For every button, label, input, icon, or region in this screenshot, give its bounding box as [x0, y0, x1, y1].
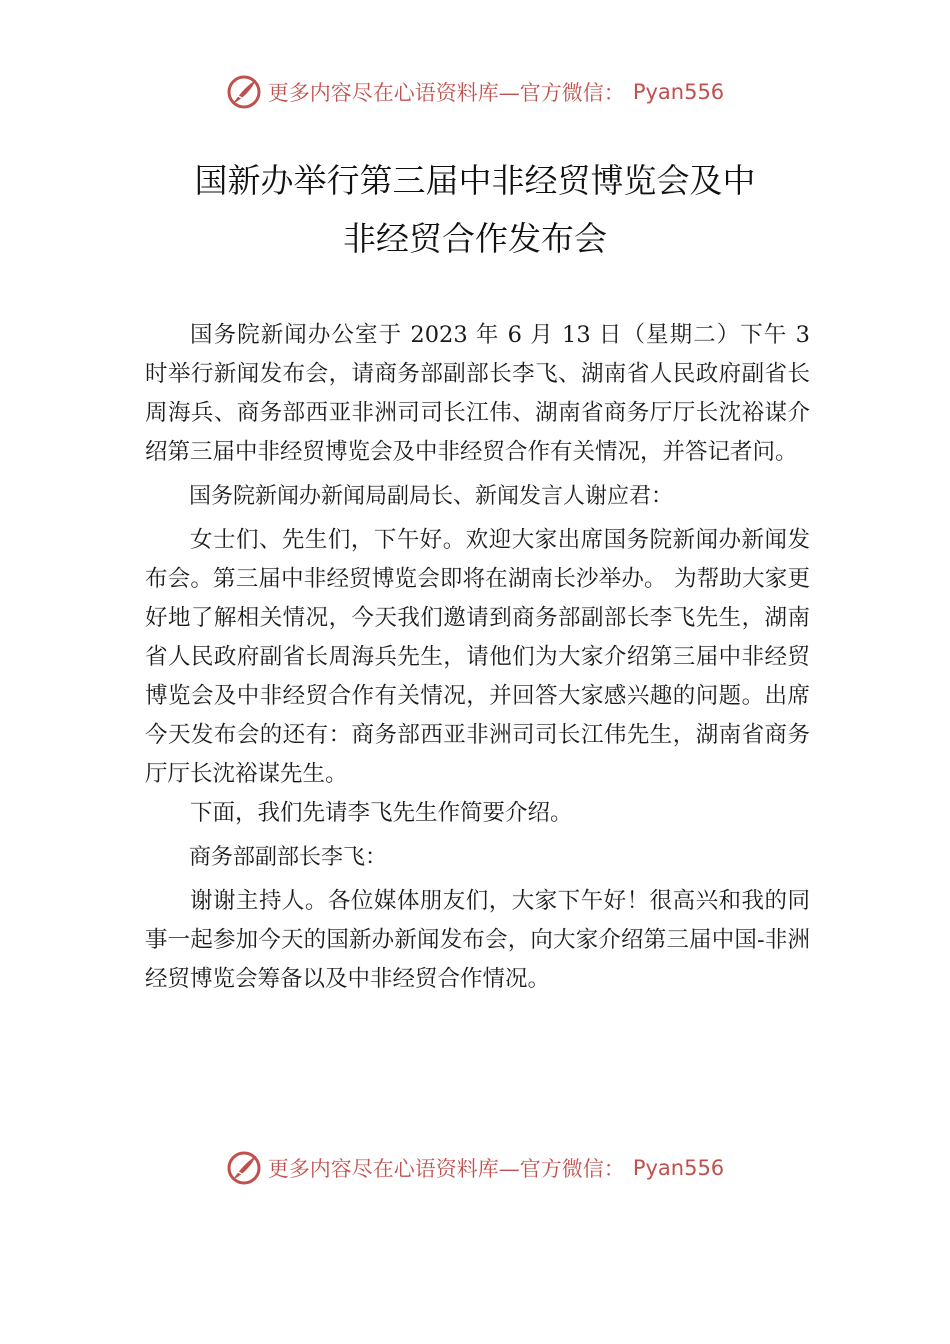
header-watermark	[0, 74, 950, 110]
speaker-heading-vice-minister: 商务部副部长李飞：	[189, 845, 388, 870]
watermark-wechat-id: Pyan556	[632, 1156, 725, 1180]
document-title	[145, 152, 805, 268]
watermark-wechat-id: Pyan556	[632, 80, 725, 104]
title-line-1: 国新办举行第三届中非经贸博览会及中	[194, 161, 756, 200]
footer-watermark	[0, 1150, 950, 1186]
title-line-2: 非经贸合作发布会	[343, 219, 607, 258]
speaker-heading-host: 国务院新闻办新闻局副局长、新闻发言人谢应君：	[189, 484, 674, 509]
watermark-text: 更多内容尽在心语资料库—官方微信：	[267, 1157, 625, 1181]
host-remarks-paragraph: 女士们、先生们，下午好。欢迎大家出席国务院新闻办新闻发布会。第三届中非经贸博览会即将在湖南长沙举办。 为帮助大家更好地了解相关情况，今天我们邀请到商务部副部长李飞先生，湖南省人民政府副省长周海兵先生，请他们为大家介绍第三届中非经贸博览会及中非经贸合作有关情况，并回答大家感兴趣的问题。出席今天发布会的还有：商务部西亚非洲司司长江伟先生，湖南省商务厅厅长沈裕谋先生。	[145, 527, 810, 787]
feather-pen-logo-icon	[226, 74, 262, 110]
document-body	[145, 316, 810, 999]
host-introduction-paragraph: 下面，我们先请李飞先生作简要介绍。	[190, 800, 573, 826]
feather-pen-logo-icon	[226, 1150, 262, 1186]
intro-paragraph: 国务院新闻办公室于 2023 年 6 月 13 日（星期二）下午 3 时举行新闻发布会，请商务部副部长李飞、湖南省人民政府副省长周海兵、商务部西亚非洲司司长江伟、湖南省商务厅厅长沈裕谋介绍第三届中非经贸博览会及中非经贸合作有关情况，并答记者问。	[145, 322, 810, 465]
vice-minister-remarks-paragraph: 谢谢主持人。各位媒体朋友们，大家下午好！很高兴和我的同事一起参加今天的国新办新闻发布会，向大家介绍第三届中国-非洲经贸博览会筹备以及中非经贸合作情况。	[145, 888, 810, 992]
watermark-text: 更多内容尽在心语资料库—官方微信：	[267, 81, 625, 105]
